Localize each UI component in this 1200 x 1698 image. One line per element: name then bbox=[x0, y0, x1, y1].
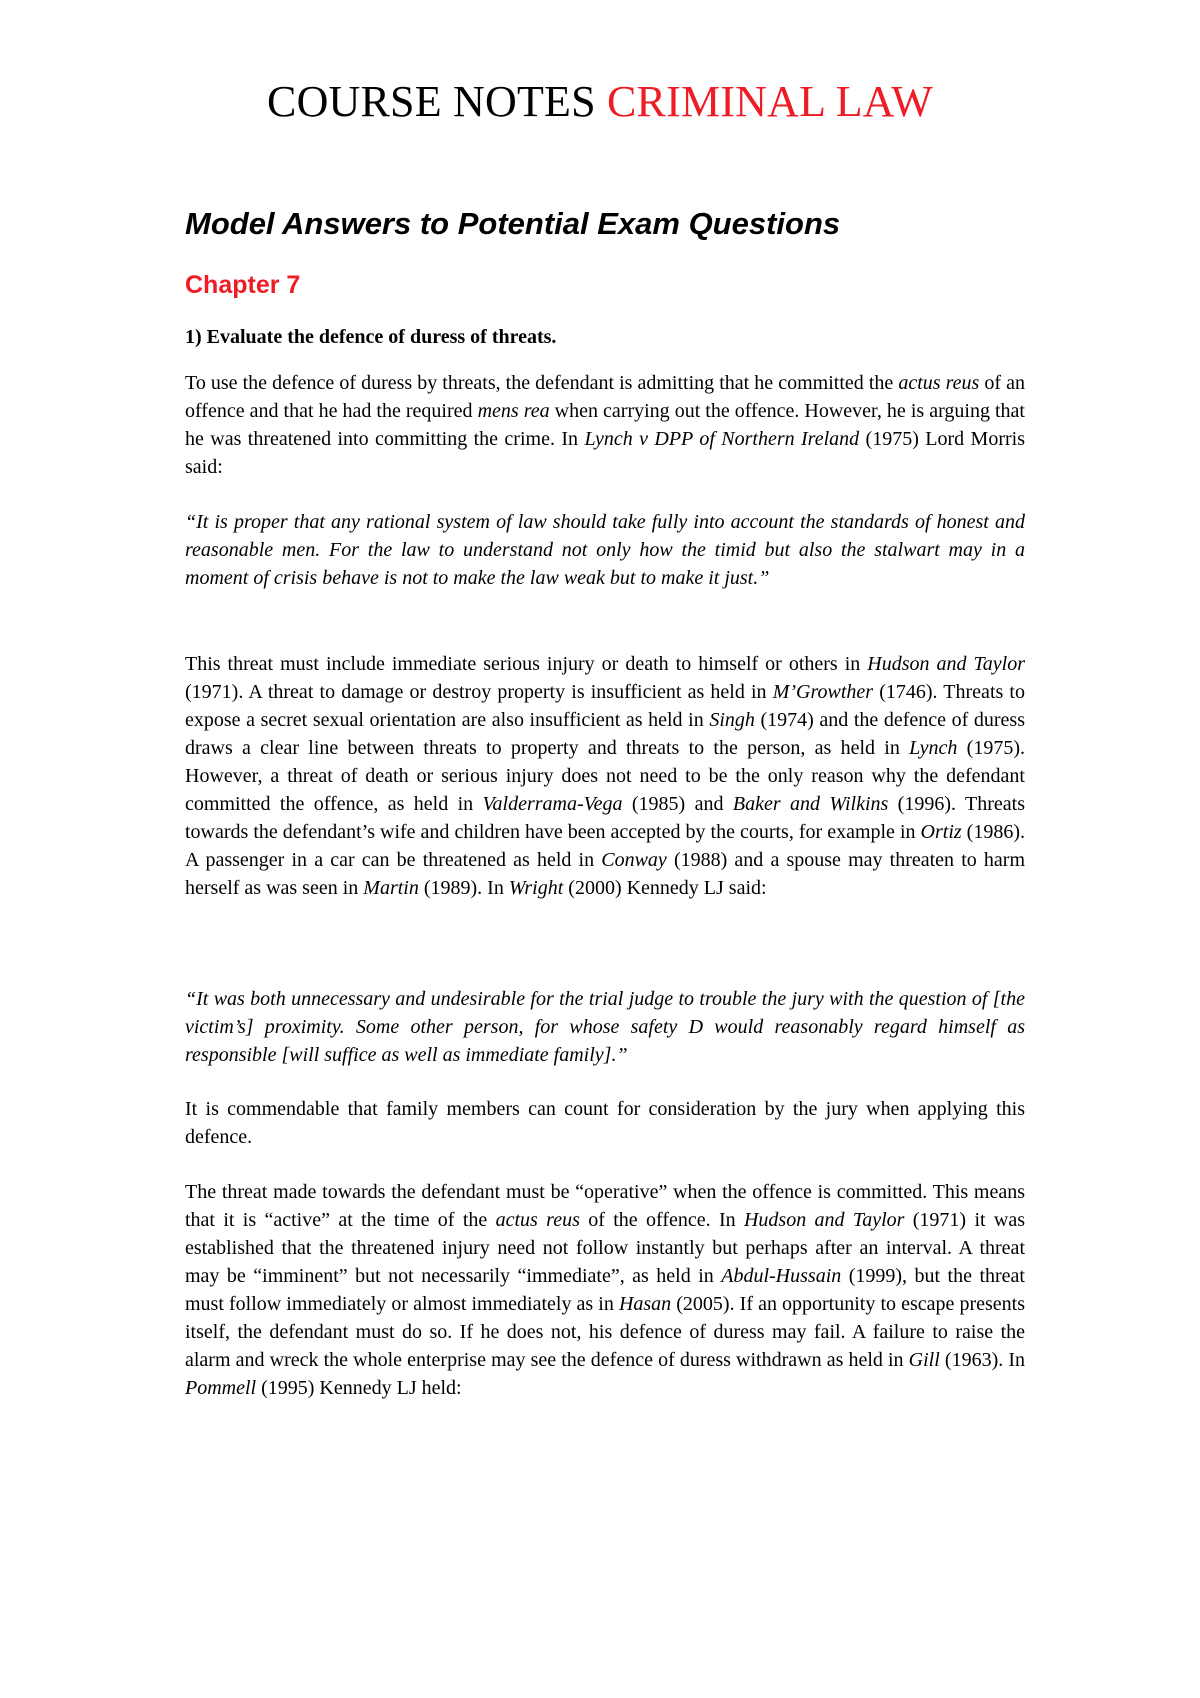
title-course-notes: COURSE NOTES bbox=[267, 77, 607, 126]
term-mens-rea: mens rea bbox=[477, 400, 550, 422]
paragraph-4: The threat made towards the defendant must be “operative” when the offence is committed. This means that it is “active” at the time of the actus reus of the offence. In Hudson and Taylor (1971) it was established that the threatened injury need not follow instantly but perhaps after an interval. A threat may be “imminent” but not necessarily “immediate”, as held in Abdul-Hussain (1999), but the threat must follow immediately or almost immediately as in Hasan (2005). If an opportunity to escape presents itself, the defendant must do so. If he does not, his defence of duress may fail. A failure to raise the alarm and wreck the whole enterprise may see the defence of duress withdrawn as held in Gill (1963). In Pommell (1995) Kennedy LJ held: bbox=[185, 1181, 1026, 1399]
document-title bbox=[0, 74, 1200, 130]
chapter-heading: Chapter 7 bbox=[185, 271, 301, 299]
case-abdul-hussain: Abdul-Hussain bbox=[721, 1265, 842, 1287]
case-pommell: Pommell bbox=[185, 1377, 257, 1399]
case-wright: Wright bbox=[508, 877, 564, 899]
case-baker-wilkins: Baker and Wilkins bbox=[732, 793, 889, 815]
paragraph-1: To use the defence of duress by threats, the defendant is admitting that he committed the actus reus of an offence and that he had the required mens rea when carrying out the offence. However, he is arguing that he was threatened into committing the crime. In Lynch v DPP of Northern Ireland (1975) Lord Morris said: bbox=[185, 372, 1026, 478]
term-actus-reus: actus reus bbox=[898, 372, 980, 394]
case-mgrowther: M’Growther bbox=[772, 681, 874, 703]
case-valderrama-vega: Valderrama-Vega bbox=[482, 793, 623, 815]
quote-1 bbox=[185, 508, 1025, 592]
quote-kennedy-lj: “It was both unnecessary and undesirable for the trial judge to trouble the jury with the question of [the victim’s] proximity. Some other person, for whose safety D would reasonably regard himself as responsible [will suffice as well as immediate family].” bbox=[185, 988, 1025, 1066]
case-lynch: Lynch bbox=[909, 737, 958, 759]
term-actus-reus-2: actus reus bbox=[495, 1209, 580, 1231]
case-conway: Conway bbox=[601, 849, 667, 871]
document-subtitle: Model Answers to Potential Exam Questions bbox=[185, 206, 841, 241]
case-gill: Gill bbox=[908, 1349, 940, 1371]
case-hasan: Hasan bbox=[618, 1293, 672, 1315]
case-martin: Martin bbox=[363, 877, 419, 899]
paragraph-3: It is commendable that family members can count for consideration by the jury when applying this defence. bbox=[185, 1098, 1025, 1148]
title-criminal-law: CRIMINAL LAW bbox=[607, 77, 933, 126]
case-hudson-taylor-2: Hudson and Taylor bbox=[743, 1209, 905, 1231]
quote-lord-morris: “It is proper that any rational system of law should take fully into account the standards of honest and reasonable men. For the law to understand not only how the timid but also the stalwart may in a moment of crisis behave is not to make the law weak but to make it just.” bbox=[185, 511, 1025, 589]
case-ortiz: Ortiz bbox=[920, 821, 962, 843]
case-hudson-taylor: Hudson and Taylor bbox=[867, 653, 1025, 675]
paragraph-2: This threat must include immediate serious injury or death to himself or others in Hudson and Taylor (1971). A threat to damage or destroy property is insufficient as held in M’Growther (1746). Threats to expose a secret sexual orientation are also insufficient as held in Singh (1974) and the defence of duress draws a clear line between threats to property and threats to the person, as held in Lynch (1975). However, a threat of death or serious injury does not need to be the only reason why the defendant committed the offence, as held in Valderrama-Vega (1985) and Baker and Wilkins (1996). Threats towards the defendant’s wife and children have been accepted by the courts, for example in Ortiz (1986). A passenger in a car can be threatened as held in Conway (1988) and a spouse may threaten to harm herself as was seen in Martin (1989). In Wright (2000) Kennedy LJ said: bbox=[185, 653, 1026, 899]
case-lynch-dpp: Lynch v DPP of Northern Ireland bbox=[584, 428, 860, 450]
case-singh: Singh bbox=[709, 709, 755, 731]
question-heading: 1) Evaluate the defence of duress of threats. bbox=[185, 326, 557, 348]
quote-2 bbox=[185, 985, 1025, 1069]
